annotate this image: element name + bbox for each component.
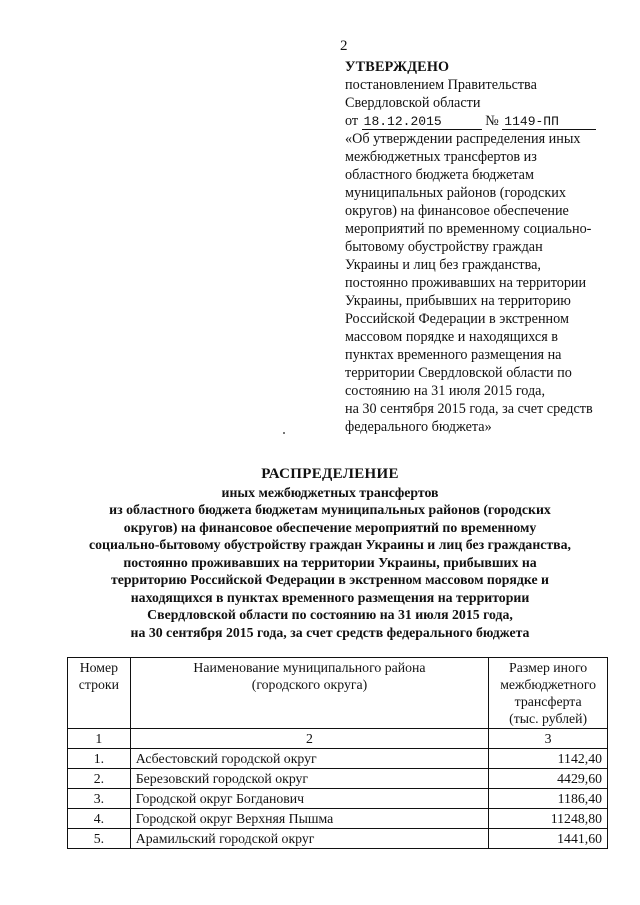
header-number-line: строки: [78, 677, 119, 692]
row-number: 1.: [68, 749, 131, 769]
approval-line-1: постановлением Правительства: [345, 77, 537, 93]
approval-subject-line: федерального бюджета»: [345, 419, 492, 435]
row-number: 2.: [68, 769, 131, 789]
column-index: 3: [489, 729, 608, 749]
heading-line: округов) на финансовое обеспечение мероприятий по временному: [123, 519, 537, 535]
row-name: Березовский городской округ: [130, 769, 489, 789]
approval-subject-line: территории Свердловской области по: [345, 365, 572, 381]
row-amount: 11248,80: [489, 809, 608, 829]
approval-subject-line: областного бюджета бюджетам: [345, 167, 534, 183]
heading-line: на 30 сентября 2015 года, за счет средств федерального бюджета: [130, 624, 530, 640]
approval-title: УТВЕРЖДЕНО: [345, 59, 450, 75]
header-amount-line: трансферта: [514, 694, 582, 709]
header-amount-line: межбюджетного: [500, 677, 597, 692]
approval-number: 1149-ПП: [502, 114, 596, 130]
row-amount: 4429,60: [489, 769, 608, 789]
number-prefix: №: [485, 113, 499, 129]
heading-line: из областного бюджета бюджетам муниципальных районов (городских: [109, 502, 551, 517]
date-prefix: от: [345, 113, 359, 129]
approval-subject-line: Российской Федерации в экстренном: [345, 311, 569, 327]
approval-subject-line: муниципальных районов (городских: [345, 185, 566, 201]
heading-title: РАСПРЕДЕЛЕНИЕ: [261, 466, 399, 482]
table-row: [68, 769, 608, 789]
heading-line: постоянно проживавших на территории Украины, прибывших на: [123, 554, 537, 570]
heading-line: Свердловской области по состоянию на 31 июля 2015 года,: [147, 607, 513, 622]
heading-line: социально-бытовому обустройству граждан Украины и лиц без гражданства,: [89, 537, 571, 552]
approval-subject-line: округов) на финансовое обеспечение: [345, 203, 569, 219]
approval-block: [345, 58, 615, 436]
header-name-line: (городского округа): [251, 677, 368, 692]
row-number: 4.: [68, 809, 131, 829]
approval-subject-line: Украины и лиц без гражданства,: [345, 257, 541, 273]
approval-subject-line: межбюджетных трансфертов из: [345, 149, 537, 165]
row-name: Арамильский городской округ: [130, 829, 489, 849]
header-number: [68, 658, 131, 729]
table-row: [68, 749, 608, 769]
approval-subject-line: массовом порядке и находящихся в: [345, 329, 559, 345]
page-number: 2: [340, 38, 348, 54]
row-number: 3.: [68, 789, 131, 809]
row-amount: 1441,60: [489, 829, 608, 849]
approval-date: 18.12.2015: [362, 114, 482, 130]
approval-subject-line: Украины, прибывших на территорию: [345, 293, 571, 309]
header-amount-line: (тыс. рублей): [509, 711, 588, 726]
row-amount: 1142,40: [489, 749, 608, 769]
approval-subject-line: мероприятий по временному социально-: [345, 221, 592, 237]
header-name: [130, 658, 489, 729]
table-row: [68, 789, 608, 809]
document-heading: [40, 466, 620, 641]
row-name: Асбестовский городской округ: [130, 749, 489, 769]
column-index: 2: [130, 729, 489, 749]
heading-line: иных межбюджетных трансфертов: [221, 484, 439, 500]
header-amount: [489, 658, 608, 729]
header-number-line: Номер: [79, 660, 119, 675]
row-name: Городской округ Богданович: [130, 789, 489, 809]
approval-subject-line: на 30 сентября 2015 года, за счет средств: [345, 401, 593, 417]
approval-date-line: [345, 112, 615, 130]
header-name-line: Наименование муниципального района: [193, 660, 426, 675]
approval-subject-line: пунктах временного размещения на: [345, 347, 562, 363]
table-row: [68, 829, 608, 849]
approval-subject-line: «Об утверждении распределения иных: [345, 131, 581, 147]
row-name: Городской округ Верхняя Пышма: [130, 809, 489, 829]
approval-line-2: Свердловской области: [345, 95, 481, 111]
table-row: [68, 809, 608, 829]
header-amount-line: Размер иного: [509, 660, 588, 675]
scan-dot: [283, 432, 285, 434]
heading-line: находящихся в пунктах временного размещения на территории: [130, 589, 530, 605]
approval-subject-line: состоянию на 31 июля 2015 года,: [345, 383, 546, 399]
row-amount: 1186,40: [489, 789, 608, 809]
row-number: 5.: [68, 829, 131, 849]
column-index: 1: [68, 729, 131, 749]
table-header-row: [68, 658, 608, 729]
approval-subject-line: постоянно проживавших на территории: [345, 275, 587, 291]
distribution-table: [67, 657, 608, 849]
heading-line: территорию Российской Федерации в экстренном массовом порядке и: [110, 572, 550, 587]
column-index-row: [68, 729, 608, 749]
approval-subject-line: бытовому обустройству граждан: [345, 239, 543, 255]
